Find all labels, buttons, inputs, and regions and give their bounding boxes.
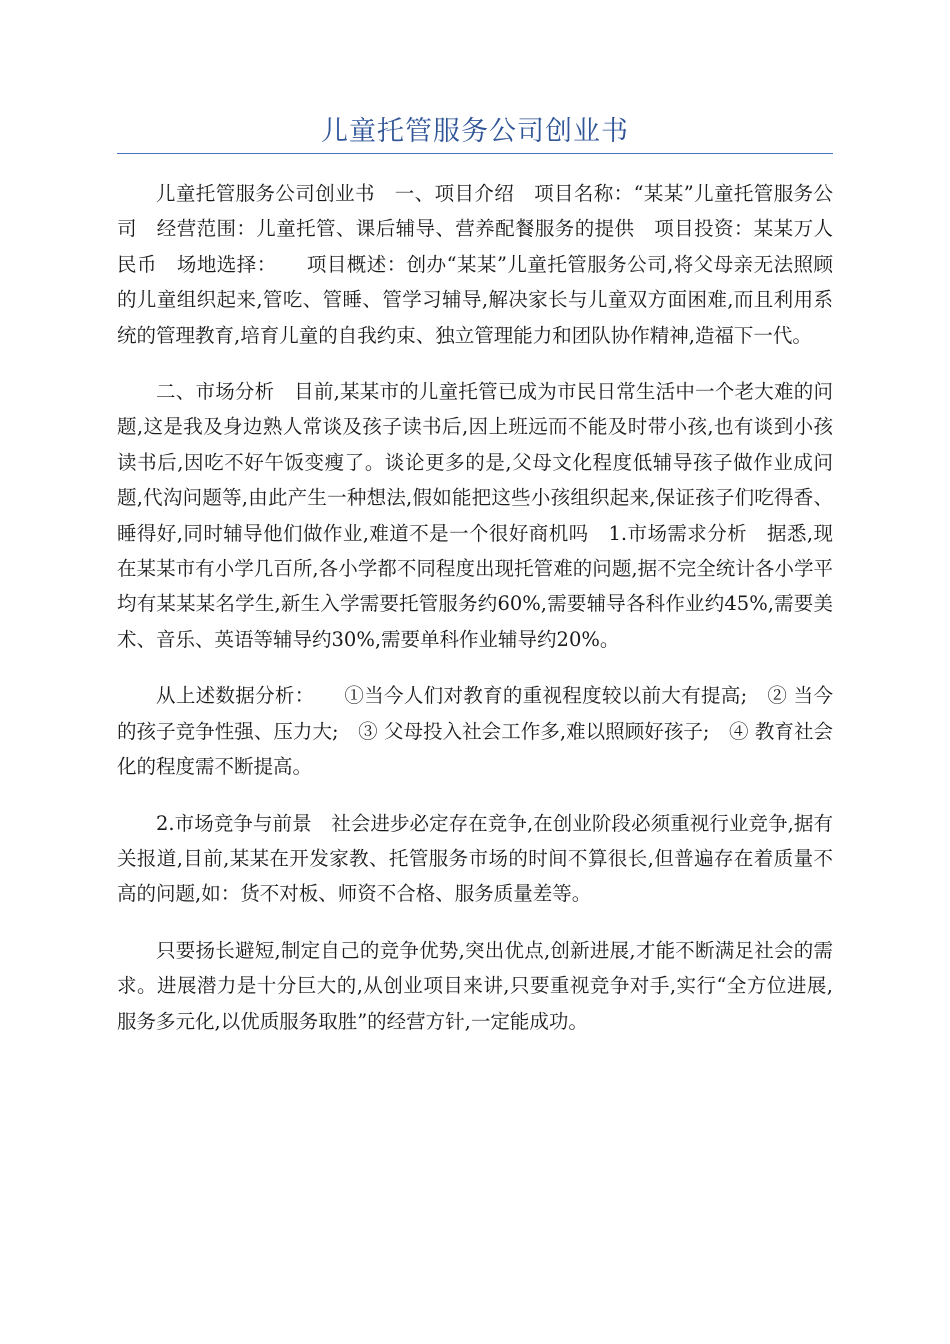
paragraph-project-intro: 儿童托管服务公司创业书 一、项目介绍 项目名称：“某某”儿童托管服务公司 经营范围：儿童托管、课后辅导、营养配餐服务的提供 项目投资：某某万人民币 场地选择： 项目概述：创办“某某”儿童托管服务公司,将父母亲无法照顾的儿童组织起来,管吃、管睡、管学习辅导,解决家长与儿童双方面困难,而且利用系统的管理教育,培育儿童的自我约束、独立管理能力和团队协作精神,造福下一代。 <box>117 182 833 347</box>
document-title: 儿童托管服务公司创业书 <box>321 116 629 147</box>
title-divider <box>117 153 833 154</box>
paragraph-data-analysis: 从上述数据分析： ①当今人们对教育的重视程度较以前大有提高; ② 当今的孩子竞争性强、压力大; ③ 父母投入社会工作多,难以照顾好孩子; ④ 教育社会化的程度需不断提高。 <box>117 684 833 779</box>
paragraph-market-analysis: 二、市场分析 目前,某某市的儿童托管已成为市民日常生活中一个老大难的问题,这是我及身边熟人常谈及孩子读书后,因上班远而不能及时带小孩,也有谈到小孩读书后,因吃不好午饭变瘦了。谈论更多的是,父母文化程度低辅导孩子做作业成问题,代沟问题等,由此产生一种想法,假如能把这些小孩组织起来,保证孩子们吃得香、睡得好,同时辅导他们做作业,难道不是一个很好商机吗 1.市场需求分析 据悉,现在某某市有小学几百所,各小学都不同程度出现托管难的问题,据不完全统计各小学平均有某某某名学生,新生入学需要托管服务约60%,需要辅导各科作业约45%,需要美术、音乐、英语等辅导约30%,需要单科作业辅导约20%。 <box>117 380 833 651</box>
paragraph-conclusion: 只要扬长避短,制定自己的竞争优势,突出优点,创新进展,才能不断满足社会的需求。进展潜力是十分巨大的,从创业项目来讲,只要重视竞争对手,实行“全方位进展,服务多元化,以优质服务取胜”的经营方针,一定能成功。 <box>117 938 833 1033</box>
document-body <box>117 176 833 1060</box>
paragraph-competition: 2.市场竞争与前景 社会进步必定存在竞争,在创业阶段必须重视行业竞争,据有关报道,目前,某某在开发家教、托管服务市场的时间不算很长,但普遍存在着质量不高的问题,如：货不对板、师资不合格、服务质量差等。 <box>117 811 833 906</box>
